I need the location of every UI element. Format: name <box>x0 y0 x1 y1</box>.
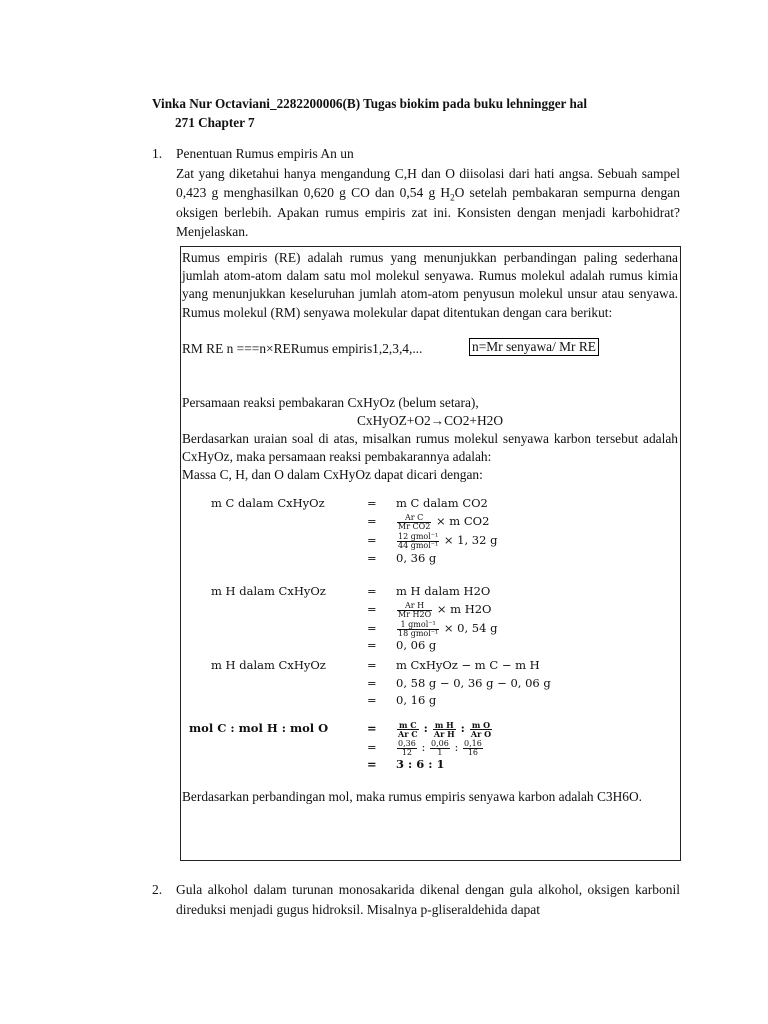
answer-box <box>180 246 681 861</box>
question-title: Penentuan Rumus empiris An un <box>176 146 354 161</box>
document-header <box>152 94 680 132</box>
conclusion-paragraph: Berdasarkan perbandingan mol, maka rumus empiris senyawa karbon adalah C3H6O. <box>182 789 642 804</box>
header-line-2: 271 Chapter 7 <box>175 115 255 130</box>
header-line-1: Vinka Nur Octaviani_2282200006(B) Tugas biokim pada buku lehningger hal <box>152 96 588 111</box>
question-text: Zat yang diketahui hanya mengandung C,H dan O diisolasi dari hati angsa. Sebuah sampel 0,423 g menghasilkan 0,620 g CO dan 0,54 g $H_2O$ setelah pembakaran sempurna dengan oksigen berlebih. Apakan rumus empiris zat ini. Konsisten dengan menjadi karbohidrat? Menjelaskan. <box>176 165 680 239</box>
berdasarkan-paragraph: Berdasarkan uraian soal di atas, misalkan rumus molekul senyawa karbon tersebut adalah CxHyOz, maka persamaan reaksi pembakarannya adalah: <box>182 431 678 465</box>
question-2 <box>152 880 680 919</box>
massa-line: Massa C, H, dan O dalam CxHyOz dapat dicari dengan: <box>182 467 483 482</box>
mc-lhs: m C dalam CxHyOz <box>211 496 325 510</box>
rm-formula-box: n=Mr senyawa/ Mr RE <box>469 338 599 356</box>
reaction-equation: CxHyOZ+O2→CO2+H2O <box>356 413 504 428</box>
question-1 <box>152 144 680 242</box>
definition-paragraph: Rumus empiris (RE) adalah rumus yang menunjukkan perbandingan paling sederhana jumlah atom-atom dalam satu mol molekul senyawa. Rumus molekul adalah rumus kimia yang menunjukkan keseluruhan jumlah atom-atom penyusun molekul unsur atau senyawa. Rumus molekul (RM) senyawa molekular dapat ditentukan dengan cara berikut: <box>182 250 678 320</box>
question-number: 2. <box>152 882 163 897</box>
question-text: Gula alkohol dalam turunan monosakarida dikenal dengan gula alkohol, oksigen karbonil direduksi menjadi gugus hidroksil. Misalnya p-gliseraldehida dapat <box>176 882 680 917</box>
rm-formula-line: RM RE n ===n×RERumus empiris1,2,3,4,... <box>182 341 423 356</box>
persamaan-line: Persamaan reaksi pembakaran CxHyOz (belum setara), <box>182 395 479 410</box>
calculation-block: m C dalam CxHyOz = m C dalam CO2 = $\frac{\text{Ar C}}{\text{Mr CO2}}$ × m CO2 = $\frac{\text{12 gmol⁻¹}}{\text{44 gmol⁻¹}}$ × 1, 32 g = 0, 36 g m H dalam CxHyOz = m H dalam H2O = $\frac{\text{Ar H}}{\text{Mr H2O}}$ × m H2O = $\frac{\text{1 gmol⁻¹}}{\text{18 gmol⁻¹}}$ × 0, 54 g = 0, 06 g m H dalam CxHyOz = m CxHyOz − m C − m H = 0, 58 g − 0, 36 g − 0, 06 g = 0, 16 g mol C : mol H : mol O = $\frac{\text{m C}}{\text{Ar C}}$ : $\frac{\text{m H}}{\text{Ar H}}$ : $\frac{\text{m O}}{\text{Ar O}}$ = $\frac{0,36}{12}$ : $\frac{0,06}{1}$ : $\frac{0,16}{16}$ = 3 : 6 : 1 <box>189 496 551 771</box>
question-number: 1. <box>152 146 163 161</box>
